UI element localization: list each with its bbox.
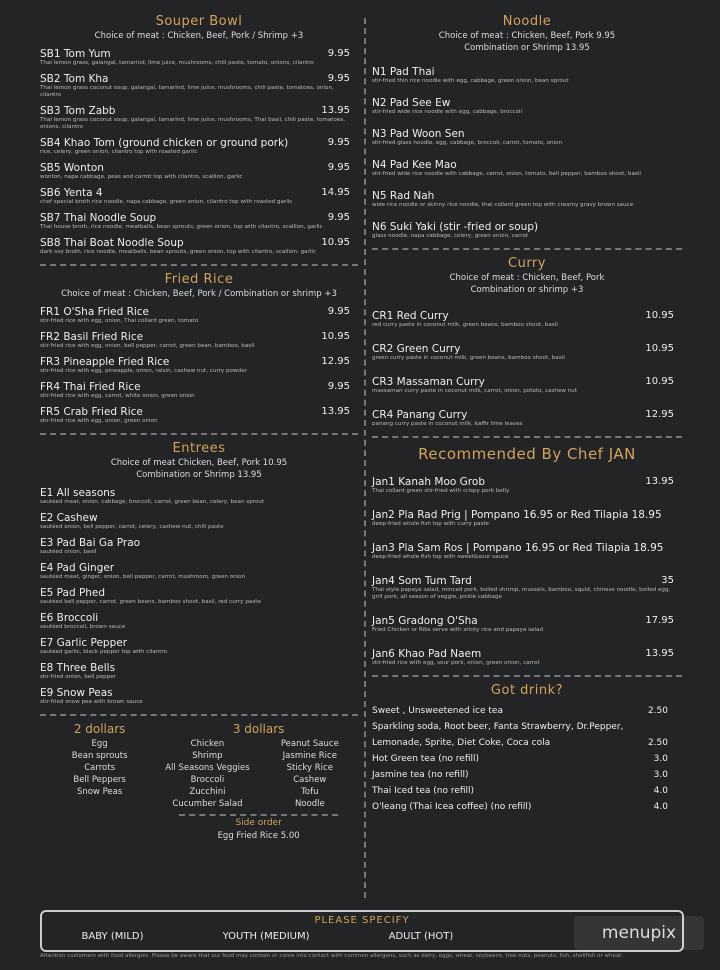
chef-item-desc: Thai collard green stir-fried with crispy pork belly xyxy=(372,488,510,494)
entree-item-desc: sautéed onion, bell pepper, carrot, celery, cashew nut, chili paste xyxy=(40,524,224,530)
drink-item-name: Lemonade, Sprite, Diet Coke, Coca cola xyxy=(372,738,551,748)
souper-item-name: SB4 Khao Tom (ground chicken or ground pork) xyxy=(40,137,289,149)
side-item: Bell Peppers xyxy=(73,775,126,785)
noodle-item-desc: stir-fried glass noodle, egg, cabbage, broccoli, carrot, tomato, onion xyxy=(372,140,563,146)
souper-item-name: SB8 Thai Boat Noodle Soup xyxy=(40,237,184,249)
souper-item-desc: Thai lemon grass, galangal, tamarind, lime juice, mushrooms, chili paste, tomato, onions, cilantro xyxy=(40,60,314,66)
spice-level-medium: YOUTH (MEDIUM) xyxy=(222,931,310,942)
noodle-subtitle-1: Choice of meat : Chicken, Beef, Pork 9.95 xyxy=(438,31,616,41)
curry-item-desc: panang curry paste in coconut milk, kaffir lime leaves xyxy=(372,421,523,427)
curry-subtitle-1: Choice of meat : Chicken, Beef, Pork xyxy=(449,273,605,283)
fried-rice-item xyxy=(40,406,358,425)
souper-item-desc: Thai lemon grass coconut soup, galangal, tamarind, lime juice, mushrooms, chili paste, tomatoes, onion, cilantro xyxy=(40,85,334,98)
side-item: All Seasons Veggies xyxy=(165,763,250,773)
souper-item-desc: rice, celery, green onion, cilantro top with roasted garlic xyxy=(40,149,198,155)
curry-item-desc: massaman curry paste in coconut milk, carrot, onion, potato, cashew nut xyxy=(372,388,578,394)
three-dollar-sides xyxy=(159,722,358,842)
souper-item xyxy=(40,162,358,181)
fried-rice-subtitle: Choice of meat : Chicken, Beef, Pork / Combination or shrimp +3 xyxy=(61,289,337,299)
side-item: Broccoli xyxy=(190,775,225,785)
curry-item-price: 10.95 xyxy=(645,376,674,387)
souper-item-desc: wonton, napa cabbage, peas and carrot top with cilantro, scallion, garlic xyxy=(40,174,243,180)
souper-bowl-title: Souper Bowl xyxy=(155,14,243,29)
souper-item-price: 10.95 xyxy=(321,237,350,248)
noodle-item xyxy=(372,190,682,209)
entrees-title: Entrees xyxy=(172,441,226,456)
fried-rice-item xyxy=(40,306,358,325)
drink-item-name: O'leang (Thai Icea coffee) (no refill) xyxy=(372,802,532,812)
drink-item-price: 3.0 xyxy=(653,770,668,780)
noodle-item xyxy=(372,128,682,147)
noodle-item-desc: wide rice noodle or skinny rice noodle, thai collard green top with creamy gravy brown sauce xyxy=(372,202,634,208)
entrees-subtitle-1: Choice of meat Chicken, Beef, Pork 10.95 xyxy=(110,458,288,468)
drink-item-price: 4.0 xyxy=(653,786,668,796)
fried-rice-title: Fried Rice xyxy=(164,272,234,287)
curry-item-price: 10.95 xyxy=(645,343,674,354)
entree-item xyxy=(40,487,358,506)
entree-item xyxy=(40,512,358,531)
drink-item-price: 4.0 xyxy=(653,802,668,812)
spice-level-mild: BABY (MILD) xyxy=(81,931,144,942)
noodle-title: Noodle xyxy=(502,14,552,29)
curry-item xyxy=(372,343,682,362)
fried-rice-item-price: 9.95 xyxy=(327,381,350,392)
noodle-item xyxy=(372,97,682,116)
side-item: Shrimp xyxy=(192,751,223,761)
chef-title: Recommended By Chef JAN xyxy=(418,445,636,463)
entree-item xyxy=(40,662,358,681)
divider xyxy=(40,433,358,435)
souper-item-name: SB6 Yenta 4 xyxy=(40,187,103,199)
chef-item-name: Jan2 Pla Rad Prig | Pompano 16.95 or Red Tilapia 18.95 xyxy=(372,509,662,521)
souper-item xyxy=(40,187,358,206)
side-item: Bean sprouts xyxy=(71,751,128,761)
souper-item xyxy=(40,48,358,67)
drink-item xyxy=(372,783,682,799)
souper-item-desc: dark soy broth, rice noodle, meatballs, bean sprouts, green onion, top with cilantro, scallion, garlic xyxy=(40,249,317,255)
souper-item-price: 9.95 xyxy=(327,137,350,148)
entree-item xyxy=(40,562,358,581)
fried-rice-item-price: 9.95 xyxy=(327,306,350,317)
chef-item xyxy=(372,648,682,667)
drink-item-name: Sparkling soda, Root beer, Fanta Strawberry, Dr.Pepper, xyxy=(372,722,624,732)
entree-item-name: E5 Pad Phed xyxy=(40,587,106,599)
fried-rice-item xyxy=(40,381,358,400)
divider xyxy=(372,248,682,250)
drinks-section xyxy=(372,683,682,815)
souper-item-price: 9.95 xyxy=(327,73,350,84)
souper-item-name: SB2 Tom Kha xyxy=(40,73,109,85)
drink-item xyxy=(372,767,682,783)
fried-rice-item-price: 12.95 xyxy=(321,356,350,367)
side-item: Noodle xyxy=(294,799,325,809)
noodle-item xyxy=(372,221,682,240)
entrees-section xyxy=(40,441,358,706)
curry-item-name: CR3 Massaman Curry xyxy=(372,376,485,388)
drink-item xyxy=(372,751,682,767)
noodle-item-name: N3 Pad Woon Sen xyxy=(372,128,465,140)
souper-item xyxy=(40,137,358,156)
chef-item-desc: stir-fried rice with egg, sour pork, onion, green onion, carrot xyxy=(372,660,540,666)
entree-item-name: E7 Garlic Pepper xyxy=(40,637,128,649)
three-dollar-title: 3 dollars xyxy=(232,722,285,736)
side-order-title: Side order xyxy=(235,818,282,828)
chef-item-name: Jan3 Pla Sam Ros | Pompano 16.95 or Red Tilapia 18.95 xyxy=(372,542,664,554)
entree-item-desc: stir-fried onion, bell pepper xyxy=(40,674,116,680)
spice-level-hot: ADULT (HOT) xyxy=(388,931,454,942)
chef-item-price: 35 xyxy=(661,575,674,586)
souper-item-name: SB1 Tom Yum xyxy=(40,48,111,60)
divider xyxy=(372,436,682,438)
chef-item-desc: deep-fried whole fish top with sweet&sour sauce xyxy=(372,554,509,560)
fried-rice-item xyxy=(40,331,358,350)
divider xyxy=(372,675,682,677)
noodle-item-name: N1 Pad Thai xyxy=(372,66,435,78)
fried-rice-item-price: 13.95 xyxy=(321,406,350,417)
entree-item-desc: sautéed garlic, black pepper top with cilantro xyxy=(40,649,168,655)
fried-rice-item-desc: stir-fried rice with egg, onion, green onion xyxy=(40,418,158,424)
two-dollar-title: 2 dollars xyxy=(73,722,126,736)
fried-rice-item-name: FR5 Crab Fried Rice xyxy=(40,406,143,418)
noodle-item-desc: glass noodle, napa cabbage, celery, green onion, carrot xyxy=(372,233,529,239)
entree-item-name: E9 Snow Peas xyxy=(40,687,113,699)
chef-item-name: Jan1 Kanah Moo Grob xyxy=(372,476,485,488)
noodle-item-name: N4 Pad Kee Mao xyxy=(372,159,457,171)
entree-item xyxy=(40,687,358,706)
entree-item-name: E6 Broccoli xyxy=(40,612,99,624)
drink-item xyxy=(372,719,682,735)
drink-item-name: Jasmine tea (no refill) xyxy=(372,770,469,780)
curry-item-name: CR2 Green Curry xyxy=(372,343,461,355)
noodle-subtitle-2: Combination or Shrimp 13.95 xyxy=(464,43,590,53)
drink-item-name: Hot Green tea (no refill) xyxy=(372,754,480,764)
curry-item-price: 10.95 xyxy=(645,310,674,321)
drink-item xyxy=(372,735,682,751)
entree-item xyxy=(40,537,358,556)
right-column xyxy=(372,14,682,815)
noodle-item xyxy=(372,159,682,178)
fried-rice-item-name: FR3 Pineapple Fried Rice xyxy=(40,356,170,368)
noodle-item-desc: stir-fried wide rice noodle with cabbage, carrot, onion, tomato, bell pepper, bamboo shoot, basil xyxy=(372,171,641,177)
souper-item-price: 9.95 xyxy=(327,212,350,223)
noodle-item-desc: stir-fried wide rice noodle with egg, cabbage, broccoli xyxy=(372,109,523,115)
souper-item xyxy=(40,73,358,99)
chef-item xyxy=(372,509,682,528)
entree-item-desc: sautéed meat, ginger, onion, bell pepper, carrot, mushroom, green onion xyxy=(40,574,246,580)
left-column xyxy=(40,14,358,842)
curry-item xyxy=(372,376,682,395)
fried-rice-item-desc: stir-fried rice with egg, onion, Thai collard green, tomato xyxy=(40,318,199,324)
souper-item-desc: Thai house broth, rice noodle, meatballs, bean sprouts, green onion, top with cilantro, scallion, garlic xyxy=(40,224,323,230)
side-item: Snow Peas xyxy=(76,787,123,797)
souper-item-price: 9.95 xyxy=(327,162,350,173)
noodle-item-desc: stir-fried thin rice noodle with egg, cabbage, green onion, bean sprout xyxy=(372,78,569,84)
drink-item-price: 2.50 xyxy=(647,706,668,716)
chef-item xyxy=(372,542,682,561)
two-dollar-sides xyxy=(40,722,159,842)
entree-item xyxy=(40,637,358,656)
curry-item-name: CR1 Red Curry xyxy=(372,310,449,322)
chef-item xyxy=(372,615,682,634)
fried-rice-item-desc: stir-fried rice with egg, carrot, white onion, green onion xyxy=(40,393,195,399)
side-item: Jasmine Rice xyxy=(282,751,337,761)
chef-item-desc: deep-fried whole fish top with curry paste xyxy=(372,521,490,527)
souper-item xyxy=(40,105,358,131)
curry-item-name: CR4 Panang Curry xyxy=(372,409,468,421)
entree-item-desc: sautéed onion, basil xyxy=(40,549,97,555)
entree-item xyxy=(40,612,358,631)
side-item: Cashew xyxy=(293,775,327,785)
curry-item-desc: red curry paste in coconut milk, green beans, bamboo shoot, basil xyxy=(372,322,558,328)
fried-rice-item-name: FR4 Thai Fried Rice xyxy=(40,381,141,393)
chef-item-desc: Thai style papaya salad, minced pork, boiled shrimp, mussels, bamboo, squid, chinese noodle, boiled egg, grill pork, all season of veggie, pickle cabbage xyxy=(372,587,671,600)
entree-item xyxy=(40,587,358,606)
curry-item-price: 12.95 xyxy=(645,409,674,420)
drink-item-price: 3.0 xyxy=(653,754,668,764)
fried-rice-item-price: 10.95 xyxy=(321,331,350,342)
column-divider xyxy=(364,18,366,898)
noodle-section xyxy=(372,14,682,240)
fried-rice-item-name: FR2 Basil Fried Rice xyxy=(40,331,144,343)
souper-item-name: SB3 Tom Zabb xyxy=(40,105,116,117)
souper-item-desc: Thai lemon grass coconut soup, galangal, tamarind, lime juice, mushrooms, Thai basil, chili paste, tomatoes, onions, cilantro xyxy=(40,117,346,130)
spice-level-title: PLEASE SPECIFY xyxy=(314,915,410,926)
souper-item-desc: chef special broth rice noodle, napa cabbage, green onion, cilantro top with roasted garlic xyxy=(40,199,293,205)
side-item: Egg xyxy=(91,739,108,749)
entree-item-desc: sautéed broccoli, brown sauce xyxy=(40,624,126,630)
drinks-title: Got drink? xyxy=(490,683,564,698)
allergy-notice: Attention customers with food allergies. Please be aware that our food may contain or come into contact with common allergens, such as dairy, eggs, wheat, soybeans, tree nuts, peanuts, fish, shellfish or wheat. xyxy=(40,953,624,959)
entree-item-name: E2 Cashew xyxy=(40,512,98,524)
curry-subtitle-2: Combination or shrimp +3 xyxy=(470,285,584,295)
drink-item-name: Thai Iced tea (no refill) xyxy=(372,786,475,796)
entrees-subtitle-2: Combination or Shrimp 13.95 xyxy=(136,470,262,480)
divider xyxy=(40,714,358,716)
side-item: Chicken xyxy=(190,739,225,749)
souper-bowl-section xyxy=(40,14,358,256)
drink-item xyxy=(372,799,682,815)
chef-item xyxy=(372,575,682,601)
souper-item xyxy=(40,237,358,256)
curry-item xyxy=(372,310,682,329)
drink-item-price: 2.50 xyxy=(647,738,668,748)
souper-item-name: SB5 Wonton xyxy=(40,162,104,174)
souper-item-price: 9.95 xyxy=(327,48,350,59)
chef-item-price: 13.95 xyxy=(645,648,674,659)
drink-item xyxy=(372,703,682,719)
side-item: Peanut Sauce xyxy=(280,739,339,749)
chef-item-name: Jan6 Khao Pad Naem xyxy=(372,648,482,660)
side-item: Zucchini xyxy=(189,787,226,797)
divider xyxy=(179,814,338,816)
drink-item-name: Sweet , Unsweetened ice tea xyxy=(372,706,503,716)
fried-rice-item xyxy=(40,356,358,375)
chef-item-price: 17.95 xyxy=(645,615,674,626)
fried-rice-item-desc: stir-fried rice with egg, onion, bell pepper, carrot, green bean, bamboo, basil xyxy=(40,343,255,349)
chef-item-desc: Fried Chicken or Ribs serve with sticky rice and papaya salad xyxy=(372,627,543,633)
chef-item-name: Jan4 Som Tum Tard xyxy=(372,575,472,587)
souper-item-name: SB7 Thai Noodle Soup xyxy=(40,212,157,224)
entree-item-name: E8 Three Bells xyxy=(40,662,116,674)
side-order-item: Egg Fried Rice 5.00 xyxy=(217,831,300,841)
noodle-item-name: N5 Rad Nah xyxy=(372,190,435,202)
fried-rice-item-name: FR1 O'Sha Fried Rice xyxy=(40,306,150,318)
souper-item-price: 14.95 xyxy=(321,187,350,198)
noodle-item-name: N2 Pad See Ew xyxy=(372,97,451,109)
curry-item-desc: green curry paste in coconut milk, green beans, bamboo shoot, basil xyxy=(372,355,565,361)
side-item: Sticky Rice xyxy=(286,763,333,773)
souper-bowl-subtitle: Choice of meat : Chicken, Beef, Pork / Shrimp +3 xyxy=(94,31,304,41)
sides-section xyxy=(40,722,358,842)
curry-title: Curry xyxy=(508,256,546,271)
chef-item-name: Jan5 Gradong O'Sha xyxy=(372,615,478,627)
watermark-logo: menupix xyxy=(574,916,704,950)
curry-item xyxy=(372,409,682,428)
entree-item-desc: sautéed meat, onion, cabbage, broccoli, carrot, green bean, celery, bean sprout xyxy=(40,499,265,505)
souper-item xyxy=(40,212,358,231)
entree-item-desc: sautéed bell pepper, carrot, green beans, bamboo shoot, basil, red curry paste xyxy=(40,599,261,605)
fried-rice-item-desc: stir-fried rice with egg, pineapple, onion, raisin, cashew nut, curry powder xyxy=(40,368,247,374)
souper-item-price: 13.95 xyxy=(321,105,350,116)
curry-section xyxy=(372,256,682,428)
noodle-item xyxy=(372,66,682,85)
chef-item-price: 13.95 xyxy=(645,476,674,487)
side-item: Carrots xyxy=(84,763,115,773)
entree-item-name: E1 All seasons xyxy=(40,487,116,499)
side-item: Tofu xyxy=(301,787,319,797)
entree-item-name: E4 Pad Ginger xyxy=(40,562,115,574)
side-item: Cucumber Salad xyxy=(172,799,243,809)
noodle-item-name: N6 Suki Yaki (stir -fried or soup) xyxy=(372,221,539,233)
fried-rice-section xyxy=(40,272,358,425)
entree-item-name: E3 Pad Bai Ga Prao xyxy=(40,537,141,549)
chef-section xyxy=(372,446,682,667)
entree-item-desc: stir-fried snow pea with brown sauce xyxy=(40,699,143,705)
divider xyxy=(40,264,358,266)
chef-item xyxy=(372,476,682,495)
